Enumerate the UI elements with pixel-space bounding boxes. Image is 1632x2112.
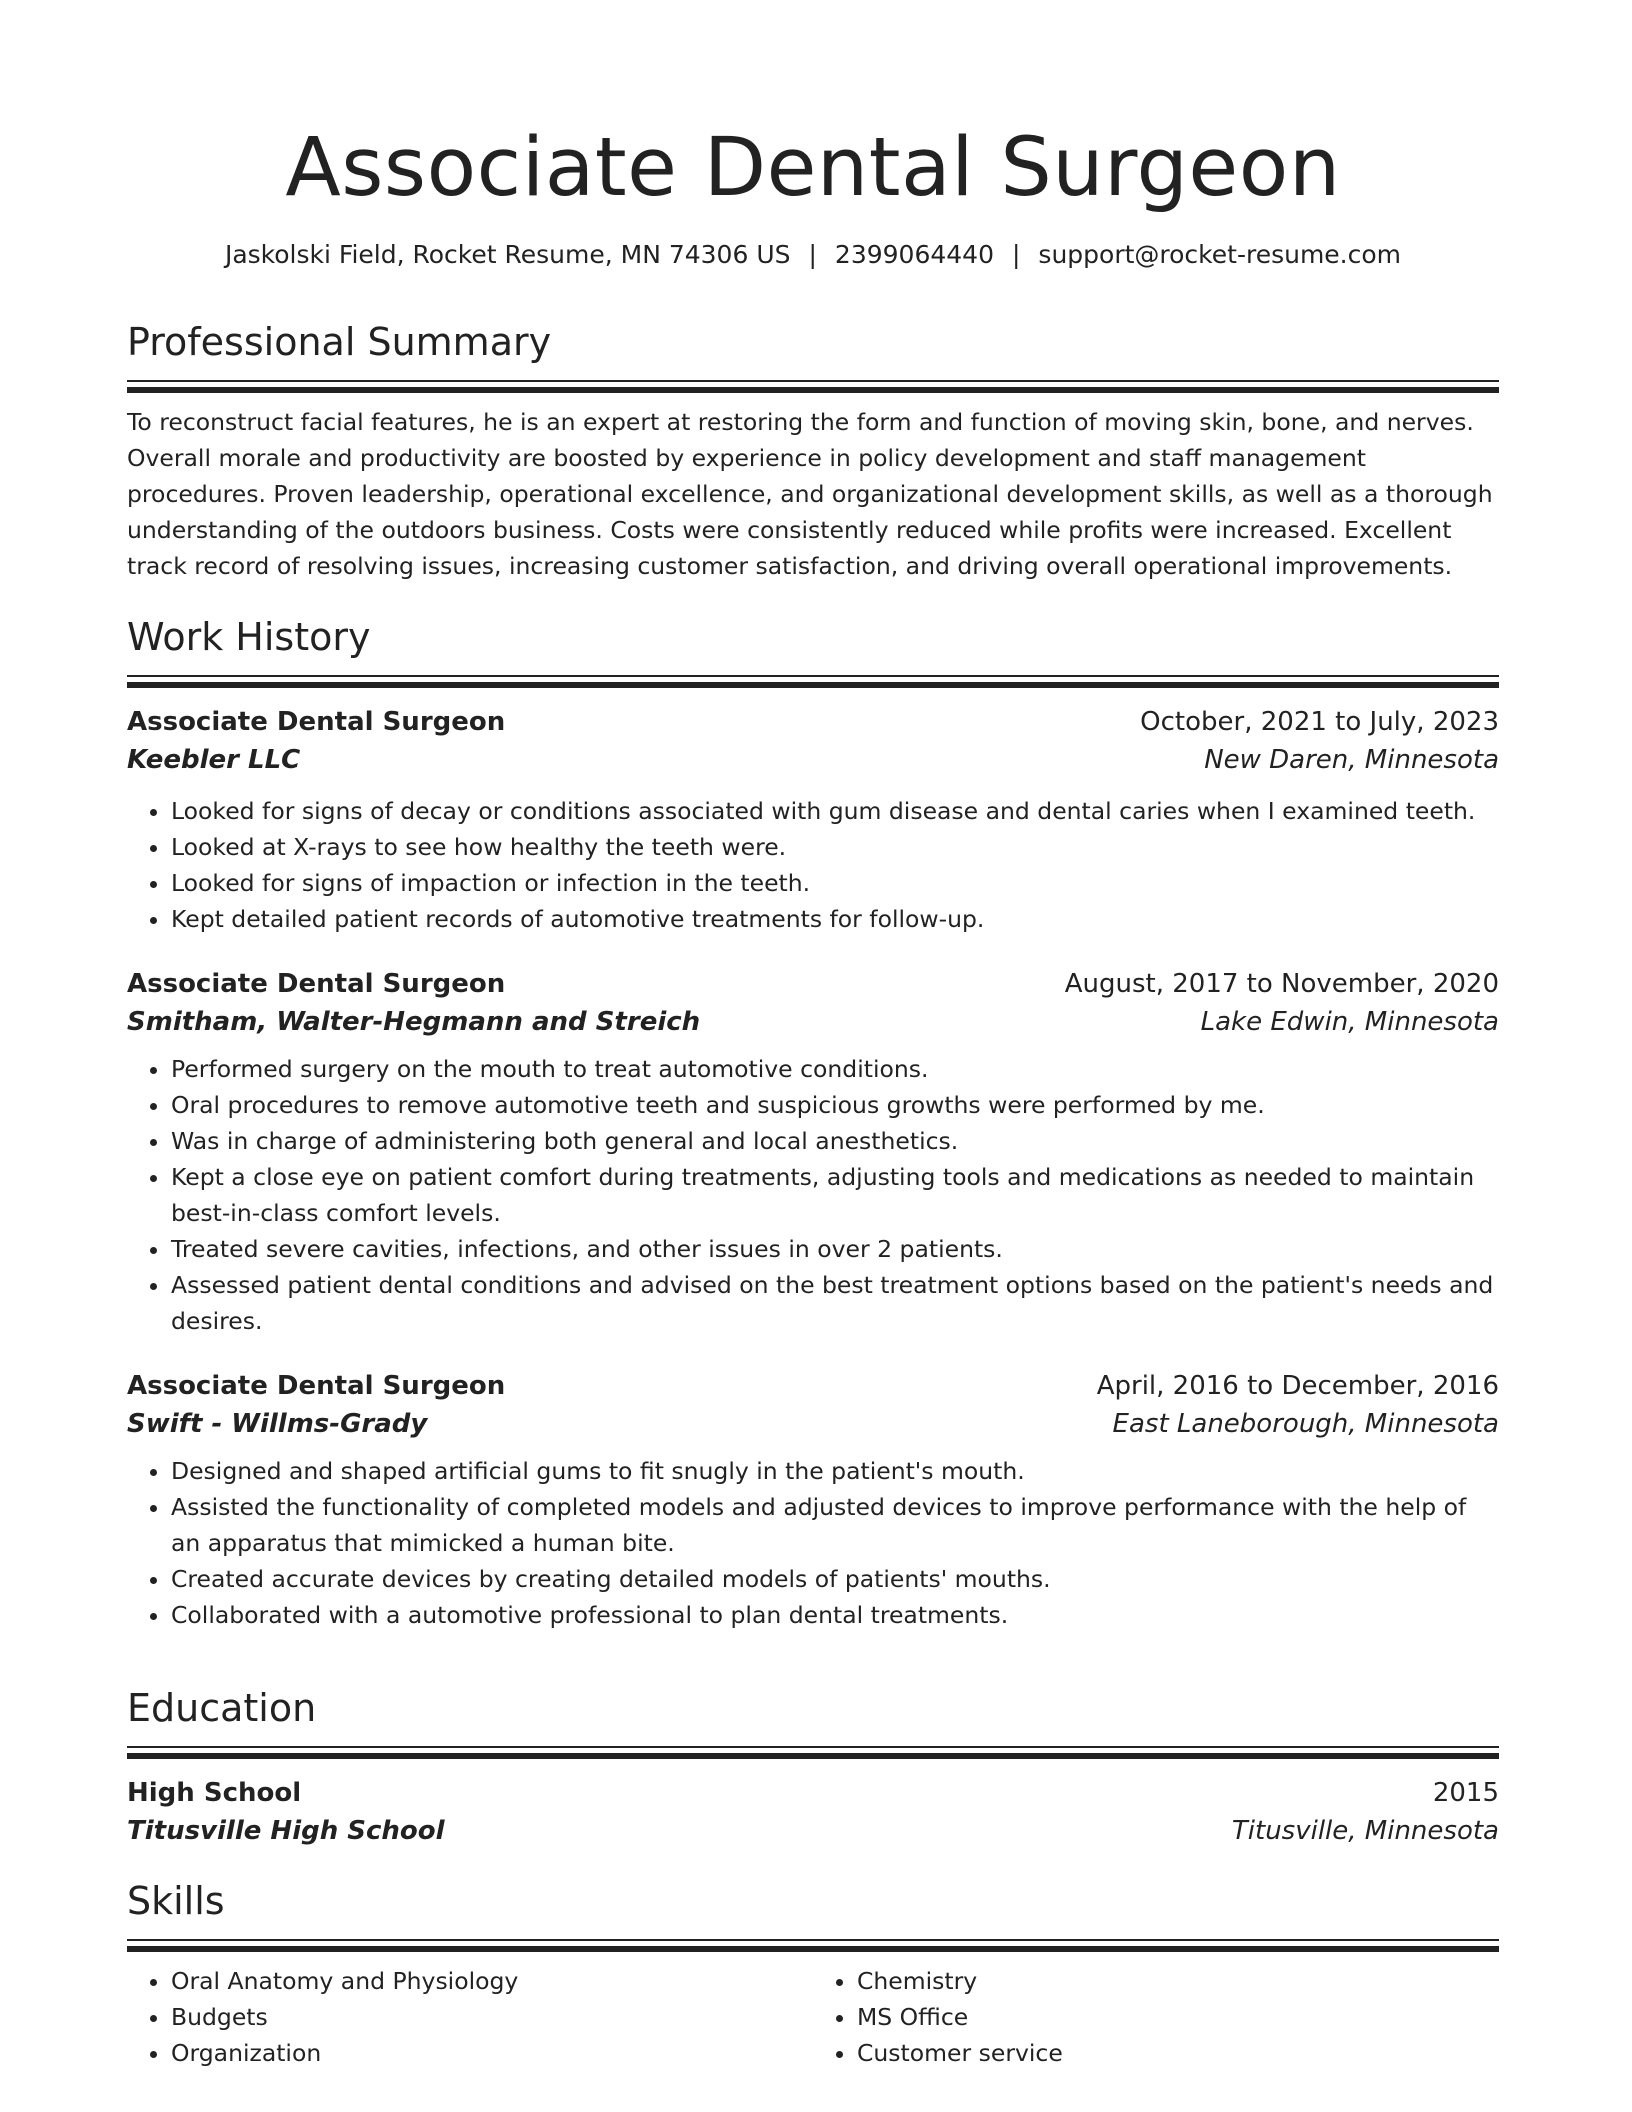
job-dates: October, 2021 to July, 2023 (1140, 707, 1499, 737)
job-entry (127, 703, 1499, 937)
education-section (127, 1684, 1499, 1850)
contact-separator: | (808, 240, 817, 269)
job-subheader (127, 1003, 1499, 1041)
resume-name: Associate Dental Surgeon (285, 121, 1341, 215)
list-item: • Was in charge of administering both general and local anesthetics. (171, 1123, 1499, 1159)
summary-text: To reconstruct facial features, he is an expert at restoring the form and function of moving skin, bone, and nerves. Overall morale and productivity are boosted by experience in policy development and staff management procedures. Proven leadership, operational excellence, and organizational development skills, as well as a thorough understanding of the outdoors business. Costs were consistently reduced while profits were increased. Excellent track record of resolving issues, increasing customer satisfaction, and driving overall operational improvements. (127, 408, 1493, 580)
contact-address: Jaskolski Field, Rocket Resume, MN 74306 US (224, 240, 791, 269)
job-bullets (127, 793, 1499, 937)
list-item: • Treated severe cavities, infections, and other issues in over 2 patients. (171, 1231, 1499, 1267)
education-entry (127, 1774, 1499, 1850)
job-bullets (127, 1051, 1499, 1339)
skills-column-left (127, 1963, 813, 2071)
skills-grid (127, 1963, 1499, 2071)
work-history-section (127, 613, 1499, 1633)
education-degree: High School (127, 1778, 302, 1808)
job-dates: April, 2016 to December, 2016 (1096, 1371, 1499, 1401)
education-subheader (127, 1812, 1499, 1850)
job-entry (127, 1367, 1499, 1633)
list-item: • Assessed patient dental conditions and advised on the best treatment options based on the patient's needs and desires. (171, 1267, 1499, 1339)
job-title: Associate Dental Surgeon (127, 969, 506, 999)
job-dates: August, 2017 to November, 2020 (1064, 969, 1499, 999)
list-item: • Kept a close eye on patient comfort during treatments, adjusting tools and medications as needed to maintain best-in-class comfort levels. (171, 1159, 1499, 1231)
list-item: • Performed surgery on the mouth to treat automotive conditions. (171, 1051, 1499, 1087)
education-location: Titusville, Minnesota (1231, 1816, 1499, 1846)
section-title: Work History (127, 615, 371, 659)
job-header (127, 965, 1499, 1003)
contact-email: support@rocket-resume.com (1038, 240, 1402, 269)
list-item: • Looked for signs of decay or conditions associated with gum disease and dental caries when I examined teeth. (171, 793, 1499, 829)
summary-section (127, 318, 1499, 584)
contact-phone: 2399064440 (834, 240, 994, 269)
job-subheader (127, 741, 1499, 779)
contact-line (127, 238, 1499, 272)
list-item: • Collaborated with a automotive professional to plan dental treatments. (171, 1597, 1499, 1633)
job-location: New Daren, Minnesota (1204, 745, 1499, 775)
section-divider (127, 1746, 1499, 1760)
job-company: Smitham, Walter-Hegmann and Streich (127, 1007, 701, 1037)
contact-separator: | (1011, 240, 1021, 269)
skills-section (127, 1877, 1499, 2071)
job-subheader (127, 1405, 1499, 1443)
list-item: • Created accurate devices by creating detailed models of patients' mouths. (171, 1561, 1499, 1597)
list-item: • Budgets (171, 1999, 813, 2035)
job-location: East Laneborough, Minnesota (1112, 1409, 1499, 1439)
list-item: • Looked at X-rays to see how healthy the teeth were. (171, 829, 1499, 865)
job-location: Lake Edwin, Minnesota (1200, 1007, 1499, 1037)
section-title: Skills (127, 1879, 225, 1923)
list-item: • Designed and shaped artificial gums to fit snugly in the patient's mouth. (171, 1453, 1499, 1489)
list-item: • Chemistry (857, 1963, 1499, 1999)
list-item: • MS Office (857, 1999, 1499, 2035)
section-title: Professional Summary (127, 320, 552, 364)
job-title: Associate Dental Surgeon (127, 707, 506, 737)
list-item: • Customer service (857, 2035, 1499, 2071)
education-header (127, 1774, 1499, 1812)
job-header (127, 1367, 1499, 1405)
list-item: • Oral procedures to remove automotive teeth and suspicious growths were performed by me. (171, 1087, 1499, 1123)
list-item: • Organization (171, 2035, 813, 2071)
education-school: Titusville High School (127, 1816, 445, 1846)
job-company: Swift - Willms-Grady (127, 1409, 428, 1439)
job-header (127, 703, 1499, 741)
section-divider (127, 380, 1499, 394)
section-divider (127, 675, 1499, 689)
section-title: Education (127, 1686, 317, 1730)
skills-column-right (813, 1963, 1499, 2071)
job-entry (127, 965, 1499, 1339)
job-company: Keebler LLC (127, 745, 301, 775)
section-divider (127, 1939, 1499, 1953)
list-item: • Oral Anatomy and Physiology (171, 1963, 813, 1999)
list-item: • Looked for signs of impaction or infection in the teeth. (171, 865, 1499, 901)
job-bullets (127, 1453, 1499, 1633)
job-title: Associate Dental Surgeon (127, 1371, 506, 1401)
list-item: • Kept detailed patient records of automotive treatments for follow-up. (171, 901, 1499, 937)
list-item: • Assisted the functionality of completed models and adjusted devices to improve performance with the help of an apparatus that mimicked a human bite. (171, 1489, 1499, 1561)
education-year: 2015 (1432, 1778, 1499, 1808)
